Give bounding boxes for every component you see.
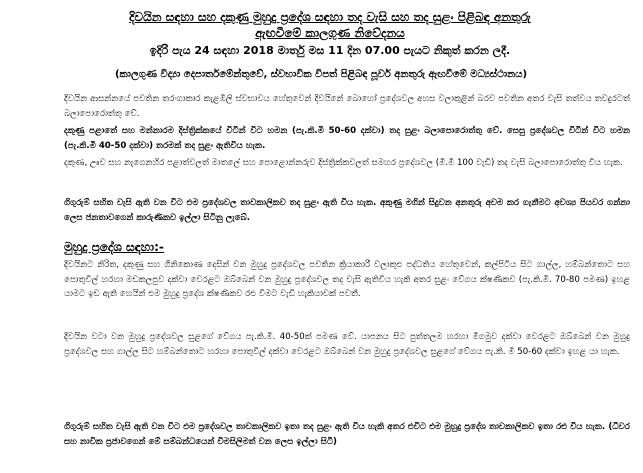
sea-paragraph-1: දිවයිනට නිරිත, දකුණු සහ ගිනිකොණ දෙසින් වන මුහුදු ප්‍රදේශවල පවතින ක්‍රියාකාරී වලාකුළු පද්ධතිය හේතුවෙන්, කල්පිටිය සිට ගාල්ල, හම්බන්තොට සහ පොතුවිල් හරහා මඩකලපුව දක්වා වෙරළට ඔබ්බෙන් වන මුහුදු ප්‍රදේශවල තද වැසි ඇතිවිය හැකි අතර සුළං වේගය ක්ෂණිකව (පැ.කි.මී. 70-80 පමණ) ඉහළ යාමට ඉඩ ඇති හෙයින් එම මුහුදු ප්‍රදේශ ක්ෂණිකව රළු වීමට වැඩි හැකියාවක් පවතී. (64, 260, 630, 299)
land-paragraph-4: ගිගුරුම් සහිත වැසි ඇති වන විට එම ප්‍රදේශවල තාවකාලිකව තද සුළං ඇති විය හැක. අකුණු මගින් සිදුවන අනතුරු අවම කර ගැනීමට අවශ්‍ය පියවර ගන්නා ලෙස ජනතාවගෙන් කාරුණිකව ඉල්ලා සිටිනු ලැබේ. (64, 198, 630, 223)
land-paragraph-1: දිවයින ආසන්නයේ පවතින තරංගාකාර කැළඹිලි ස්වභාවය හේතුවෙන් දිවයිනේ බොහෝ ප්‍රදේශවල අහස වලාකුළින් බරව පවතින අතර වැසි තත්වය තවදුරටත් බලාපොරොත්තු වේ. (64, 94, 630, 119)
land-paragraph-3: දකුණ, ඌව සහ නැගෙනහිර පළාත්වලත් මාතලේ සහ පොළොන්නරුව දිස්ත්‍රික්කවලත් සමහර ප්‍රදේශවල (මි.මී 100 වැඩි) තද වැසි බලාපොරොත්තු විය හැක. (64, 158, 623, 168)
sea-paragraph-2: දිවයින වටා වන මුහුදු ප්‍රදේශවල සුළගේ වේගය පැ.කි.මී. 40-50ක් පමණ වේ. යාපනය සිට පුත්තලම හරහා මීගමුව දක්වා වෙරළට ඔබ්බෙන් වන මුහුදු ප්‍රදේශවල සහ ගාල්ල සිට හම්බන්තොට හරහා පොතුවිල් දක්වා වෙරළට ඔබ්බෙන් වන මුහුදු ප්‍රදේශවල සුළගේ වේගය පැ.කි. මී 50-60 දක්වා ඉහළ යා හැක. (64, 332, 630, 357)
sea-areas-heading: මුහුදු ප්‍රදේශ සඳහා:- (64, 240, 164, 254)
bulletin-title-line-1: දිවයින සඳහා සහ දකුණු මුහුදු ප්‍රදේශ සඳහා තද වැසි සහ තද සුළං පිළිබඳ අනතුරු (129, 10, 531, 24)
sea-paragraph-3: ගිගුරුම් සහිත වැසි ඇති වන විට එම ප්‍රදේශවල තාවකාලිකව ඉතා තද සුළං ඇති විය හැකි අතර එවිට එම මුහුදු ප්‍රදේශ තාවකාලිකව ඉතා රළු විය හැක. (ධීවර සහ නාවික ප්‍රජාවගෙන් මේ සම්බන්ධයෙන් විමසිලිමත් වන ලෙස ඉල්ලා සිටී) (64, 422, 630, 447)
land-paragraph-2: දකුණු පළාතේ සහ මන්නාරම දිස්ත්‍රික්කයේ විටින් විට හමන (පැ.කි.මී 50-60 දක්වා) තද සුළං බලාපොරොත්තු වේ. සෙසු ප්‍රදේශවල විටින් විට හමන (පැ.කි.මී 40-50 දක්වා) තරමක් තද සුළං ඇතිවිය හැක. (64, 126, 630, 151)
issued-date-line: ඉදිරි පැය 24 සඳහා 2018 මාර්තු මස 11 දින 07.00 පැයට නිකුත් කරන ලදී. (149, 44, 511, 57)
issuing-authority-line: (කාලගුණ විද්‍යා දෙපාර්තමේන්තුවේ, ස්වභාවික විපත් පිළිබඳ පූර්ව අනතුරු ඇඟවීමේ මධ්‍යස්ථානය) (114, 69, 528, 80)
bulletin-title-line-2: ඇඟවීමේ කාලගුණ නිවේදනය (255, 26, 405, 40)
